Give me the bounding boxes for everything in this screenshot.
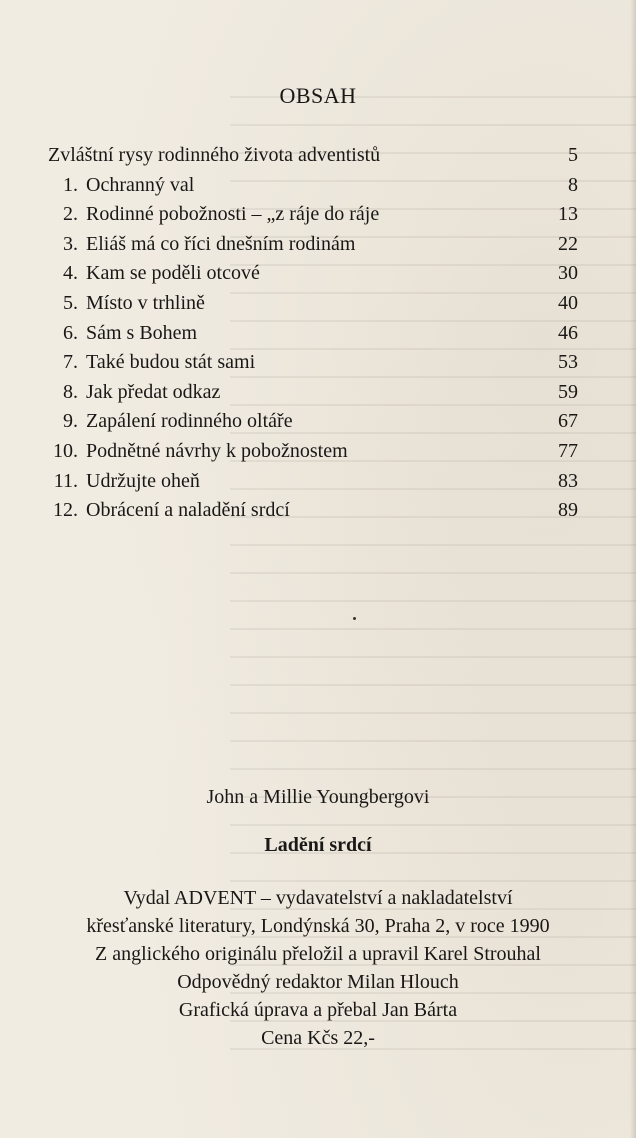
toc-heading: OBSAH <box>279 83 357 108</box>
toc-entry-title: Také budou stát sami <box>86 351 256 374</box>
toc-entry-number: 2. <box>63 203 78 226</box>
toc-entry-title: Zapálení rodinného oltáře <box>86 410 293 433</box>
toc-entry <box>48 289 578 319</box>
toc-entry-title: Sám s Bohem <box>86 321 198 344</box>
colophon-line: křesťanské literatury, Londýnská 30, Praha 2, v roce 1990 <box>86 915 550 937</box>
toc-entry <box>48 467 578 497</box>
toc-entry-title: Udržujte oheň <box>86 469 200 492</box>
toc-entry-number: 9. <box>63 410 78 433</box>
toc-entry-title: Kam se poděli otcové <box>86 262 260 285</box>
toc-entry <box>48 200 578 230</box>
toc-entry-title: Rodinné pobožnosti – „z ráje do ráje <box>86 203 380 226</box>
toc-entry-page: 67 <box>558 410 578 433</box>
toc-entry-title: Eliáš má co říci dnešním rodinám <box>86 232 356 255</box>
toc-entry-title: Obrácení a naladění srdcí <box>86 499 290 522</box>
toc-intro-entry <box>48 141 578 171</box>
colophon <box>0 884 636 1052</box>
toc-entry <box>48 437 578 467</box>
colophon-line: Odpovědný redaktor Milan Hlouch <box>177 971 459 993</box>
toc-entry-number: 6. <box>63 321 78 344</box>
toc-entry-number: 8. <box>63 380 78 403</box>
colophon-line: Z anglického originálu přeložil a upravil Karel Strouhal <box>95 943 541 965</box>
toc-entry-number: 5. <box>63 291 78 314</box>
authors-line: John a Millie Youngbergovi <box>206 786 430 808</box>
toc-entry-title: Místo v trhlině <box>86 291 205 314</box>
toc-entry-page: 89 <box>558 499 578 522</box>
toc-entry-page: 59 <box>558 380 578 403</box>
toc-entry-title: Zvláštní rysy rodinného života adventistů <box>48 144 381 166</box>
toc-entry-page: 40 <box>558 291 578 314</box>
toc-entry <box>48 407 578 437</box>
toc-entry <box>48 378 578 408</box>
toc-entry <box>48 259 578 289</box>
colophon-line: Grafická úprava a přebal Jan Bárta <box>178 999 458 1021</box>
ink-dot <box>353 617 356 620</box>
toc-entry-page: 22 <box>558 232 578 255</box>
toc-entry <box>48 171 578 201</box>
toc-entry-number: 11. <box>53 469 78 492</box>
book-title: Ladění srdcí <box>264 834 372 856</box>
toc-entry-title: Podnětné návrhy k pobožnostem <box>86 439 348 462</box>
table-of-contents <box>48 141 578 526</box>
toc-entry <box>48 348 578 378</box>
colophon-line: Vydal ADVENT – vydavatelství a nakladatelství <box>123 887 513 909</box>
toc-entry-page: 77 <box>558 439 578 462</box>
toc-entry-page: 30 <box>558 262 578 285</box>
toc-entry-title: Jak předat odkaz <box>86 380 221 403</box>
toc-entry <box>48 319 578 349</box>
toc-entry <box>48 496 578 526</box>
toc-entry-page: 8 <box>568 173 578 196</box>
toc-entry-page: 83 <box>558 469 578 492</box>
toc-entry <box>48 230 578 260</box>
toc-entry-number: 4. <box>63 262 78 285</box>
toc-entry-number: 7. <box>63 351 78 374</box>
toc-entry-number: 1. <box>63 173 78 196</box>
toc-entry-number: 10. <box>53 439 78 462</box>
toc-entry-page: 53 <box>558 351 578 374</box>
toc-entry-page: 13 <box>558 203 578 226</box>
colophon-line: Cena Kčs 22,- <box>261 1027 375 1049</box>
toc-entry-number: 3. <box>63 232 78 255</box>
toc-entry-page: 5 <box>568 144 578 166</box>
toc-entry-title: Ochranný val <box>86 173 195 196</box>
toc-entry-number: 12. <box>53 499 78 522</box>
toc-entry-page: 46 <box>558 321 578 344</box>
